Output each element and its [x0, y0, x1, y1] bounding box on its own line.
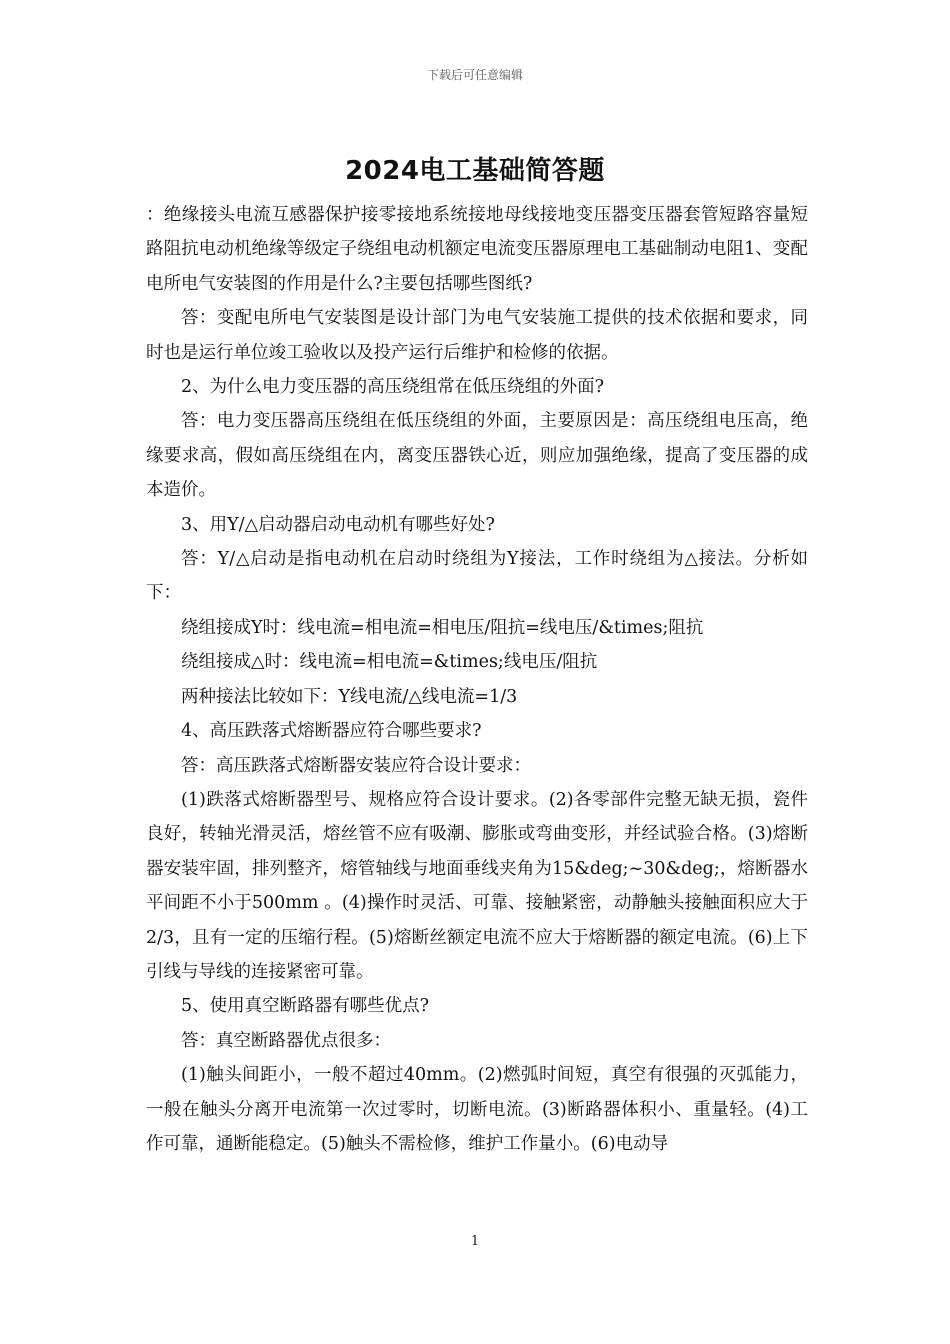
paragraph-answer-3: 答：Y/△启动是指电动机在启动时绕组为Y接法，工作时绕组为△接法。分析如下：: [146, 549, 808, 604]
paragraph-question-4: 4、高压跌落式熔断器应符合哪些要求?: [181, 721, 482, 742]
paragraph-comparison: 两种接法比较如下：Y线电流/△线电流=1/3: [181, 686, 518, 707]
paragraph-keywords: ：绝缘接头电流互感器保护接零接地系统接地母线接地变压器变压器套管短路容量短路阻抗电动机绝缘等级定子绕组电动机额定电流变压器原理电工基础制动电阻1、变配电所电气安装图的作用是什么?主要包括哪些图纸?: [146, 205, 808, 294]
paragraph-formula-delta: 绕组接成△时：线电流=相电流=&times;线电压/阻抗: [181, 652, 598, 673]
paragraph-formula-y: 绕组接成Y时：线电流=相电流=相电压/阻抗=线电压/&times;阻抗: [181, 617, 704, 638]
paragraph-question-2: 2、为什么电力变压器的高压绕组常在低压绕组的外面?: [181, 377, 605, 398]
page-header: 下载后可任意编辑: [426, 68, 523, 82]
paragraph-advantages-5: (1)触头间距小，一般不超过40mm。(2)燃弧时间短，真空有很强的灭弧能力，一般在触头分离开电流第一次过零时，切断电流。(3)断路器体积小、重量轻。(4)工作可靠，通断能稳定。(5)触头不需检修，维护工作量小。(6)电动导: [146, 1065, 808, 1154]
page-number: 1: [470, 1234, 480, 1249]
paragraph-requirements-4: (1)跌落式熔断器型号、规格应符合设计要求。(2)各零部件完整无缺无损，瓷件良好，转轴光滑灵活，熔丝管不应有吸潮、膨胀或弯曲变形，并经试验合格。(3)熔断器安装牢固，排列整齐，熔管轴线与地面垂线夹角为15&deg;~30&deg;，熔断器水平间距不小于500mm 。(4)操作时灵活、可靠、接触紧密，动静触头接触面积应大于2/3，且有一定的压缩行程。(5)熔断丝额定电流不应大于熔断器的额定电流。(6)上下引线与导线的连接紧密可靠。: [146, 789, 808, 982]
paragraph-question-3: 3、用Y/△启动器启动电动机有哪些好处?: [181, 514, 495, 535]
document-title: 2024电工基础简答题: [345, 156, 605, 186]
paragraph-answer-5: 答：真空断路器优点很多：: [181, 1030, 391, 1051]
paragraph-question-5: 5、使用真空断路器有哪些优点?: [181, 996, 430, 1017]
document-body: [146, 198, 808, 1161]
paragraph-answer-2: 答：电力变压器高压绕组在低压绕组的外面，主要原因是：高压绕组电压高，绝缘要求高，假如高压绕组在内，离变压器铁心近，则应加强绝缘，提高了变压器的成本造价。: [146, 411, 808, 501]
paragraph-answer-1: 答：变配电所电气安装图是设计部门为电气安装施工提供的技术依据和要求，同时也是运行单位竣工验收以及投产运行后维护和检修的依据。: [146, 308, 808, 363]
paragraph-answer-4: 答：高压跌落式熔断器安装应符合设计要求：: [181, 755, 531, 776]
